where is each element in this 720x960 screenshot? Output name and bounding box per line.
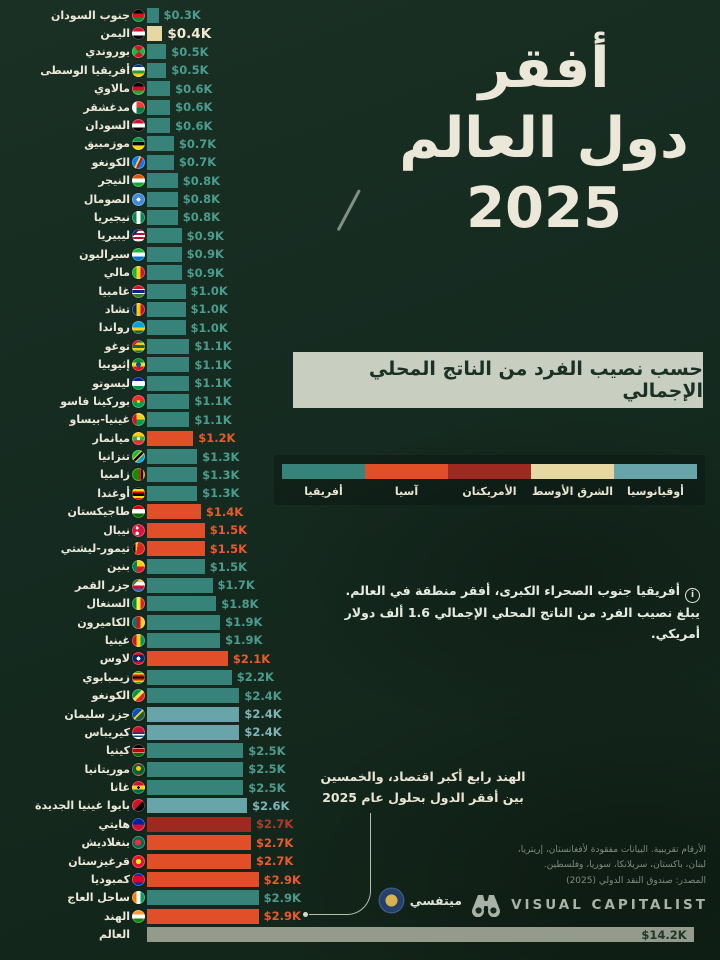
country-flag-icon — [132, 413, 145, 426]
country-value: $2.7K — [256, 854, 294, 869]
country-flag-icon — [132, 9, 145, 22]
country-flag-icon — [132, 27, 145, 40]
country-flag-icon — [132, 82, 145, 95]
country-value: $1.5K — [209, 559, 248, 574]
country-bar — [147, 376, 189, 391]
country-bar — [147, 192, 178, 207]
chart-row — [4, 263, 694, 281]
country-value: $1.1K — [194, 394, 232, 409]
country-flag-icon — [132, 597, 145, 610]
country-bar — [147, 467, 197, 482]
legend-item-americas — [448, 464, 531, 498]
country-label: اليمن — [100, 27, 130, 41]
chart-row — [4, 411, 694, 429]
country-flag-icon — [132, 248, 145, 261]
country-flag-icon — [132, 468, 145, 481]
country-flag-icon — [132, 855, 145, 868]
country-label: كمبوديا — [90, 873, 130, 887]
country-flag-icon — [132, 64, 145, 77]
country-flag-icon — [132, 726, 145, 739]
country-value: $0.8K — [182, 210, 221, 225]
country-flag-icon — [132, 910, 145, 923]
country-value: $2.2K — [236, 670, 274, 685]
country-label: السودان — [85, 119, 130, 133]
country-label: سيراليون — [79, 247, 130, 261]
country-bar — [147, 357, 189, 372]
world-value: $14.2K — [641, 927, 687, 942]
country-value: $0.6K — [175, 81, 213, 96]
country-value: $0.9K — [186, 228, 224, 243]
country-bar — [147, 486, 197, 501]
country-bar — [147, 523, 205, 538]
country-bar — [147, 302, 186, 317]
country-label: قرغيزستان — [68, 854, 130, 868]
subtitle-box: حسب نصيب الفرد من الناتج المحلي الإجمالي — [293, 352, 703, 408]
country-flag-icon — [132, 119, 145, 132]
country-bar — [147, 633, 220, 648]
country-label: زامبيا — [99, 468, 130, 482]
chart-row — [4, 319, 694, 337]
country-label: بنغلاديش — [81, 836, 130, 850]
translator-credit — [380, 889, 462, 912]
footnote-line: الأرقام تقريبية. البيانات مفقودة لأفغانستان، إريتريا، — [517, 845, 706, 855]
country-flag-icon — [132, 137, 145, 150]
country-value: $1.4K — [205, 504, 244, 519]
country-flag-icon — [132, 45, 145, 58]
country-label: موريتانيا — [84, 762, 130, 776]
legend-swatch-africa — [282, 464, 365, 479]
country-value: $2.9K — [263, 872, 301, 887]
country-bar — [147, 670, 232, 685]
country-value: $0.4K — [167, 25, 212, 42]
country-value: $1.5K — [209, 523, 248, 538]
country-value: $1.3K — [202, 449, 240, 464]
country-bar — [147, 909, 259, 924]
country-value: $2.9K — [263, 909, 301, 924]
chart-row — [4, 300, 694, 318]
country-label: مالي — [103, 266, 130, 280]
region-note-rest: أفقر منطقة في العالم. — [345, 583, 491, 598]
country-bar — [147, 431, 193, 446]
country-label: نيبال — [103, 523, 130, 537]
country-label: هايتي — [98, 817, 130, 831]
country-flag-icon — [132, 763, 145, 776]
country-flag-icon — [132, 505, 145, 518]
country-bar — [147, 872, 259, 887]
country-bar — [147, 8, 159, 23]
region-note-line-1 — [300, 581, 700, 603]
country-value: $2.7K — [256, 835, 294, 850]
country-bar — [147, 798, 247, 813]
legend-swatch-middle_east — [531, 464, 614, 479]
country-flag-icon — [132, 303, 145, 316]
country-flag-icon — [132, 818, 145, 831]
region-legend — [274, 455, 705, 505]
publisher-name: VISUAL CAPITALIST — [511, 897, 708, 913]
country-flag-icon — [132, 156, 145, 169]
country-value: $0.9K — [186, 265, 224, 280]
legend-label-africa: أفريقيا — [304, 485, 343, 498]
country-value: $0.8K — [182, 173, 221, 188]
country-label: النيجر — [98, 174, 130, 188]
source-footnote — [466, 843, 706, 889]
legend-label-middle_east: الشرق الأوسط — [532, 485, 613, 498]
title-line-1: أفقر — [478, 36, 610, 101]
country-label: ليسوتو — [92, 376, 130, 390]
country-flag-icon — [132, 744, 145, 757]
country-flag-icon — [132, 524, 145, 537]
india-note — [298, 766, 548, 809]
binoculars-icon — [470, 893, 502, 917]
country-flag-icon — [132, 450, 145, 463]
country-bar — [147, 651, 228, 666]
country-flag-icon — [132, 377, 145, 390]
region-note-bold: أفريقيا جنوب الصحراء الكبرى، — [494, 583, 680, 598]
country-value: $2.5K — [248, 743, 286, 758]
country-flag-icon — [132, 873, 145, 886]
country-value: $0.7K — [178, 155, 217, 170]
country-label: كيريباس — [84, 725, 130, 739]
country-value: $0.6K — [175, 118, 213, 133]
country-bar — [147, 394, 189, 409]
chart-row — [4, 245, 694, 263]
india-note-line-2: بين أفقر الدول بحلول عام 2025 — [322, 790, 524, 806]
country-label: السنغال — [86, 597, 130, 611]
country-value: $2.1K — [232, 651, 271, 666]
country-flag-icon — [132, 101, 145, 114]
country-label: ليبيريا — [97, 229, 130, 243]
chart-row — [4, 539, 694, 557]
country-bar — [147, 817, 251, 832]
country-label: بوروندي — [85, 45, 130, 59]
country-flag-icon — [132, 708, 145, 721]
country-value: $1.0K — [190, 320, 228, 335]
country-bar — [147, 320, 186, 335]
country-label: بابوا غينيا الجديدة — [35, 799, 130, 813]
country-flag-icon — [132, 266, 145, 279]
country-bar — [147, 725, 239, 740]
footnote-line: المصدر: صندوق النقد الدولي (2025) — [566, 875, 706, 886]
chart-row — [4, 742, 694, 760]
country-label: زيمبابوي — [82, 670, 130, 684]
country-bar — [147, 155, 174, 170]
country-flag-icon — [132, 229, 145, 242]
country-value: $2.9K — [263, 890, 301, 905]
country-label: رواندا — [98, 321, 130, 335]
country-flag-icon — [132, 616, 145, 629]
country-bar — [147, 578, 213, 593]
title-line-3: 2025 — [466, 176, 622, 241]
country-label: نيجيريا — [93, 210, 130, 224]
country-value: $1.9K — [225, 615, 263, 630]
country-flag-icon — [132, 285, 145, 298]
country-bar — [147, 339, 189, 354]
country-flag-icon — [132, 652, 145, 665]
legend-swatch-oceania — [614, 464, 697, 479]
country-value: $1.1K — [194, 376, 232, 390]
country-bar — [147, 81, 170, 96]
country-label: إثيوبيا — [97, 358, 130, 372]
chart-row — [4, 282, 694, 300]
chart-row — [4, 558, 694, 576]
translator-name: ميتفسي — [409, 893, 462, 908]
country-bar — [147, 100, 170, 115]
country-value: $0.7K — [178, 136, 217, 151]
page-title — [388, 34, 700, 244]
country-flag-icon — [132, 211, 145, 224]
country-value: $2.5K — [248, 780, 286, 795]
country-flag-icon — [132, 891, 145, 904]
country-flag-icon — [132, 358, 145, 371]
country-flag-icon — [132, 781, 145, 794]
country-bar — [147, 504, 201, 519]
country-label: تشاد — [104, 302, 130, 316]
publisher-logo — [470, 893, 708, 917]
country-bar — [147, 780, 243, 795]
country-label: بوركينا فاسو — [60, 394, 130, 408]
country-flag-icon — [132, 340, 145, 353]
country-label: مالاوي — [93, 82, 130, 96]
chart-row — [4, 503, 694, 521]
chart-row — [4, 429, 694, 447]
country-value: $1.3K — [202, 486, 240, 501]
country-value: $1.8K — [221, 596, 259, 611]
country-label: الهند — [103, 909, 130, 923]
country-bar — [147, 688, 239, 703]
country-flag-icon — [132, 487, 145, 500]
country-flag-icon — [132, 174, 145, 187]
country-value: $2.4K — [244, 707, 282, 722]
country-bar — [147, 743, 243, 758]
country-flag-icon — [132, 542, 145, 555]
country-bar — [147, 26, 162, 41]
chart-row — [4, 926, 694, 944]
country-flag-icon — [132, 689, 145, 702]
country-value: $1.3K — [202, 467, 240, 482]
country-bar — [147, 615, 220, 630]
chart-row — [4, 650, 694, 668]
country-value: $1.1K — [194, 412, 232, 427]
info-icon: i — [685, 588, 700, 603]
country-bar — [147, 228, 182, 243]
country-label: غانا — [110, 781, 130, 795]
legend-item-middle_east — [531, 464, 614, 498]
country-bar — [147, 63, 166, 78]
region-note-line-2: يبلغ نصيب الفرد من الناتج المحلي الإجمالي 1.6 ألف دولار أمريكي. — [344, 605, 700, 641]
country-label: ميانمار — [92, 431, 130, 445]
country-bar — [147, 44, 166, 59]
country-bar — [147, 596, 216, 611]
country-label: جزر القمر — [75, 578, 130, 592]
legend-swatch-americas — [448, 464, 531, 479]
country-label: الكونغو — [91, 155, 130, 169]
legend-item-oceania — [614, 464, 697, 498]
country-label: جنوب السودان — [51, 8, 130, 22]
legend-swatch-asia — [365, 464, 448, 479]
country-flag-icon — [132, 579, 145, 592]
country-value: $0.5K — [171, 44, 209, 59]
country-label: ساحل العاج — [67, 891, 130, 905]
country-bar — [147, 890, 259, 905]
country-bar — [147, 559, 205, 574]
country-label: أوغندا — [97, 486, 130, 500]
country-label: غينيا — [104, 633, 130, 647]
country-value: $1.5K — [209, 541, 248, 556]
country-value: $0.3K — [163, 8, 201, 23]
country-value: $2.6K — [252, 798, 290, 813]
country-flag-icon — [132, 671, 145, 684]
chart-row — [4, 6, 694, 24]
legend-label-oceania: أوقيانوسيا — [627, 485, 684, 498]
country-value: $0.6K — [175, 100, 213, 115]
country-label: الكاميرون — [77, 615, 130, 629]
country-flag-icon — [132, 836, 145, 849]
india-note-line-1: الهند رابع أكبر اقتصاد، والخمسين — [320, 769, 526, 784]
country-label: غينيا-بيساو — [69, 413, 130, 427]
country-label: مدغشقر — [83, 100, 130, 114]
chart-row — [4, 668, 694, 686]
country-bar — [147, 854, 251, 869]
country-value: $1.1K — [194, 339, 232, 354]
country-flag-icon — [132, 193, 145, 206]
country-bar — [147, 136, 174, 151]
country-flag-icon — [132, 560, 145, 573]
country-label: موزمبيق — [84, 137, 130, 151]
country-label: تيمور-ليشتي — [60, 542, 130, 556]
legend-item-asia — [365, 464, 448, 498]
country-value: $2.5K — [248, 762, 286, 777]
country-label: طاجيكستان — [67, 505, 130, 519]
country-value: $0.5K — [171, 63, 209, 78]
country-flag-icon — [132, 395, 145, 408]
country-bar — [147, 449, 197, 464]
translator-logo-icon — [380, 889, 403, 912]
country-bar — [147, 412, 189, 427]
legend-label-asia: آسيا — [394, 485, 419, 498]
country-value: $2.4K — [244, 725, 282, 740]
country-bar — [147, 762, 243, 777]
chart-row — [4, 521, 694, 539]
country-value: $0.8K — [182, 192, 221, 207]
title-line-2: دول العالم — [399, 106, 689, 171]
country-label: أفريقيا الوسطى — [40, 63, 130, 77]
country-label: تنزانيا — [98, 450, 130, 464]
legend-item-africa — [282, 464, 365, 498]
country-bar — [147, 835, 251, 850]
chart-row — [4, 705, 694, 723]
country-label: لاوس — [99, 652, 130, 666]
region-note — [300, 581, 700, 644]
country-bar — [147, 210, 178, 225]
legend-label-americas: الأمريكتان — [462, 485, 517, 498]
india-connector-dot — [303, 912, 308, 917]
country-flag-icon — [132, 432, 145, 445]
chart-row — [4, 723, 694, 741]
country-flag-icon — [132, 799, 145, 812]
country-label: كينيا — [106, 744, 130, 758]
footnote-line: لبنان، باكستان، سريلانكا، سوريا، وفلسطين. — [543, 860, 706, 871]
country-value: $0.9K — [186, 247, 224, 262]
country-bar — [147, 927, 694, 942]
country-label: توغو — [104, 339, 130, 353]
country-value: $1.0K — [190, 284, 228, 299]
country-value: $2.7K — [256, 817, 294, 832]
country-bar — [147, 247, 182, 262]
country-value: $2.4K — [244, 688, 282, 703]
country-value: $1.7K — [217, 578, 255, 593]
country-label: الصومال — [83, 192, 130, 206]
country-bar — [147, 284, 186, 299]
country-flag-icon — [132, 321, 145, 334]
country-label: العالم — [99, 928, 130, 942]
country-value: $1.1K — [194, 357, 232, 372]
chart-row — [4, 686, 694, 704]
country-value: $1.0K — [190, 302, 228, 317]
country-bar — [147, 541, 205, 556]
country-label: الكونغو — [91, 689, 130, 703]
country-bar — [147, 707, 239, 722]
country-bar — [147, 173, 178, 188]
country-label: جزر سليمان — [64, 707, 130, 721]
country-value: $1.2K — [198, 431, 236, 446]
country-flag-icon — [132, 634, 145, 647]
country-value: $1.9K — [225, 633, 263, 648]
country-label: بنين — [106, 560, 130, 574]
country-bar — [147, 118, 170, 133]
country-bar — [147, 265, 182, 280]
country-label: غامبيا — [98, 284, 130, 298]
india-connector-line — [309, 813, 371, 915]
